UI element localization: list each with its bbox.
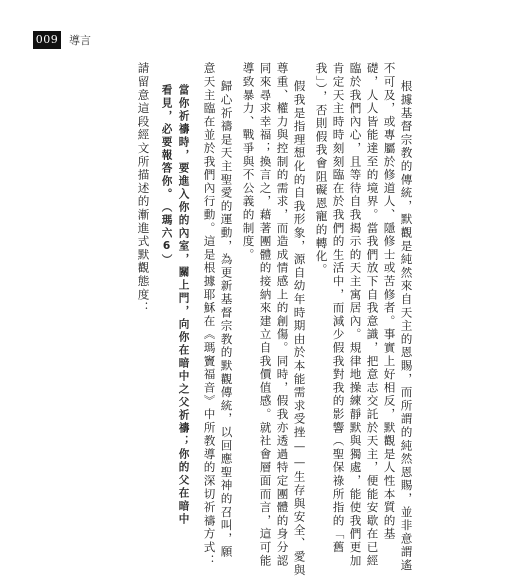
text-column: 我」），否則假我會阻礙恩寵的轉化。: [314, 62, 329, 277]
text-column: 假我是指理想化的自我形象，源自幼年時期由於本能需求受挫——生存與安全、愛與: [292, 80, 307, 577]
text-column: 歸心祈禱是天主聖愛的運動，為更新基督宗教的默觀傳統，以回應聖神的召叫，願: [219, 80, 234, 559]
page-number: 009: [33, 31, 61, 49]
text-column: 礎，人人皆能達至的境界。當我們放下自我意識，把意志交託於天主，便能安歇在已經: [365, 62, 380, 568]
text-column: 根據基督宗教的傳統，默觀是純然來自天主的恩賜，而所謂的純然恩賜，並非意謂遙: [399, 80, 414, 573]
text-column: 尊重、權力與控制的需求，而造成情感上的創傷。同時，假我亦透過特定團體的身分認: [275, 62, 290, 568]
section-title: 導言: [69, 34, 91, 47]
text-column: 意天主臨在並於我們內行動。這是根據耶穌在《瑪竇福音》中所教導的深切祈禱方式：: [202, 62, 217, 568]
text-column: 導致暴力、戰爭與不公義的制度。: [241, 62, 256, 262]
scripture-quote: 看見，必要報答你。（瑪六6）: [160, 84, 173, 268]
scripture-quote: 當你祈禱時，要進入你的內室，關上門，向你在暗中之父祈禱；你的父在暗中: [177, 84, 190, 526]
text-column: 不可及，或專屬於修道人、隱修士或苦修者。事實上好相反，默觀是人性本質的基: [382, 62, 397, 541]
text-column: 請留意這段經文所描述的漸進式默觀態度：: [136, 62, 151, 315]
text-column: 同來尋求幸福；換言之，藉著團體的接納來建立自我價值感。就社會層面而言，這可能: [258, 62, 273, 568]
text-column: 肯定天主時時刻刻臨在於我們的生活中，而減少假我對我的影響（聖保祿所指的「舊: [331, 62, 346, 555]
running-header: [33, 31, 91, 49]
text-column: 臨於我們內心，且等待自我揭示的天主寓居內。規律地操練靜默與獨處，能使我們更加: [348, 62, 363, 568]
